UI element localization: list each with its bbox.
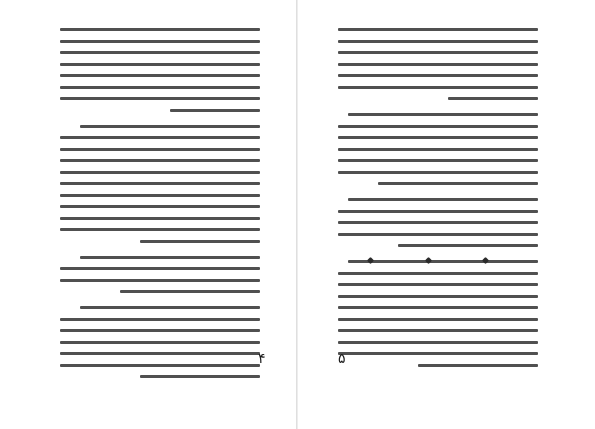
separator-mark xyxy=(482,257,489,264)
text-line xyxy=(338,125,538,128)
text-line xyxy=(338,233,538,236)
left-paragraph-2 xyxy=(60,125,260,243)
text-line xyxy=(338,51,538,54)
right-page-number: ۵ xyxy=(338,351,346,367)
left-paragraph-3 xyxy=(60,256,260,294)
text-line xyxy=(338,136,538,139)
text-line xyxy=(338,40,538,43)
text-line xyxy=(80,125,260,128)
text-line xyxy=(60,40,260,43)
right-paragraph-2 xyxy=(338,113,538,185)
text-line xyxy=(398,244,538,247)
text-line xyxy=(338,86,538,89)
text-line xyxy=(338,283,538,286)
text-line xyxy=(348,113,538,116)
text-line xyxy=(338,74,538,77)
text-line xyxy=(338,159,538,162)
left-page xyxy=(0,0,297,429)
text-line xyxy=(140,375,260,378)
text-line xyxy=(60,51,260,54)
text-line xyxy=(448,97,538,100)
text-line xyxy=(60,217,260,220)
text-line xyxy=(338,171,538,174)
text-line xyxy=(338,295,538,298)
text-line xyxy=(60,267,260,270)
text-line xyxy=(120,290,260,293)
right-page xyxy=(298,0,595,429)
right-paragraph-4 xyxy=(338,260,538,367)
text-line xyxy=(60,205,260,208)
right-page-text-block xyxy=(338,28,538,388)
text-line xyxy=(60,352,260,355)
text-line xyxy=(338,221,538,224)
text-line xyxy=(60,329,260,332)
text-line xyxy=(80,306,260,309)
text-line xyxy=(338,318,538,321)
text-line xyxy=(338,63,538,66)
text-line xyxy=(170,109,260,112)
left-paragraph-1 xyxy=(60,28,260,112)
text-line xyxy=(140,240,260,243)
text-line xyxy=(60,194,260,197)
left-page-number: ۴ xyxy=(258,351,266,367)
text-line xyxy=(60,341,260,344)
separator-mark xyxy=(367,257,374,264)
text-line xyxy=(338,210,538,213)
text-line xyxy=(338,28,538,31)
text-line xyxy=(60,97,260,100)
text-line xyxy=(60,136,260,139)
text-line xyxy=(80,256,260,259)
text-line xyxy=(338,272,538,275)
text-line xyxy=(378,182,538,185)
text-line xyxy=(60,279,260,282)
text-line xyxy=(60,228,260,231)
text-line xyxy=(338,329,538,332)
separator-mark xyxy=(424,257,431,264)
section-separator xyxy=(368,258,488,266)
text-line xyxy=(60,148,260,151)
left-page-text-block xyxy=(60,28,260,388)
text-line xyxy=(348,198,538,201)
right-paragraph-1 xyxy=(338,28,538,100)
text-line xyxy=(338,341,538,344)
text-line xyxy=(418,364,538,367)
text-line xyxy=(60,159,260,162)
text-line xyxy=(338,306,538,309)
text-line xyxy=(338,148,538,151)
text-line xyxy=(60,74,260,77)
text-line xyxy=(60,171,260,174)
text-line xyxy=(60,28,260,31)
text-line xyxy=(60,182,260,185)
text-line xyxy=(60,318,260,321)
text-line xyxy=(338,352,538,355)
text-line xyxy=(60,364,260,367)
text-line xyxy=(60,86,260,89)
right-paragraph-3 xyxy=(338,198,538,247)
left-paragraph-4 xyxy=(60,306,260,378)
text-line xyxy=(60,63,260,66)
